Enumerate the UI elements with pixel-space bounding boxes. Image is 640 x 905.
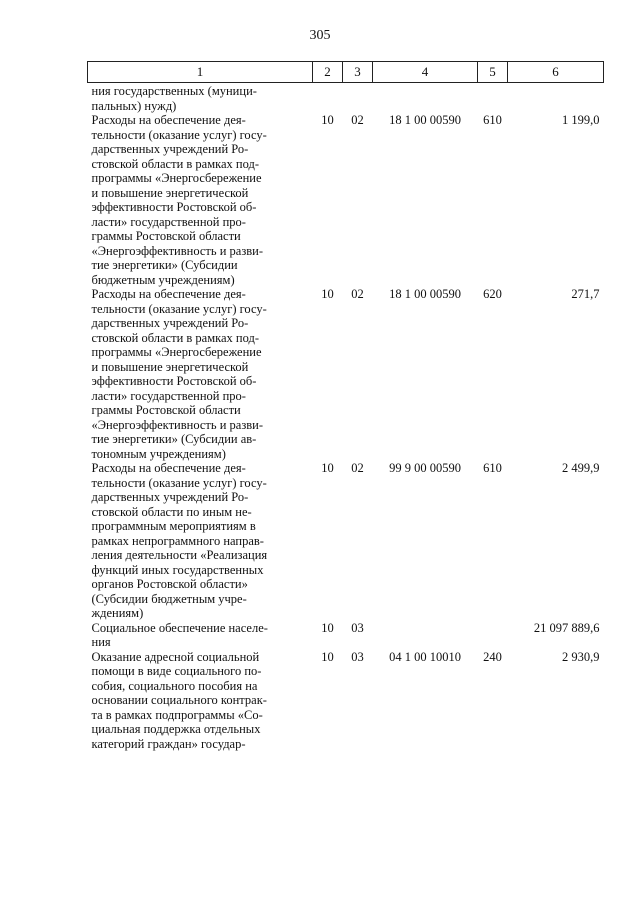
subsection-code: 02 [351,461,364,475]
description-line: та в рамках подпрограммы «Со- [91,707,263,722]
description-line: дарственных учреждений Ро- [91,142,249,156]
expense-type-code [478,83,508,114]
description-line: Социальное обеспечение населе- [91,620,268,635]
description-line: стовской области в рамках под- [91,330,260,345]
description-line: «Энергоэффективность и разви- [91,243,264,258]
row-description [88,461,313,621]
row-description [88,113,313,287]
column-header-1: 1 [88,62,313,83]
amount-value: 2 930,9 [562,649,600,664]
description-line: стовской области по иным не- [91,504,252,519]
target-article-code [373,621,478,650]
amount-value [508,83,604,114]
expense-type-code: 620 [483,287,502,301]
table-row [88,461,604,621]
description-line: основании социального контрак- [91,693,267,707]
description-line: органов Ростовской области» [91,577,248,591]
section-code: 10 [321,649,334,664]
budget-table [87,61,604,751]
table-body [88,83,604,752]
amount-value: 21 097 889,6 [533,620,600,635]
section-code: 10 [321,620,334,635]
subsection-code: 02 [351,287,364,301]
description-line: пальных) нужд) [91,98,177,113]
amount-value: 271,7 [571,287,600,301]
description-line: тономным учреждениям) [91,446,226,461]
table-row [88,113,604,287]
column-header-6: 6 [508,62,604,83]
description-line: ния [91,635,111,649]
description-line: (Субсидии бюджетным учре- [91,591,247,606]
target-article-code: 18 1 00 00590 [389,113,461,127]
description-line: Оказание адресной социальной [91,649,260,664]
row-description [88,287,313,461]
description-line: Расходы на обеспечение дея- [91,113,246,127]
section-code: 10 [321,113,334,127]
page-number: 305 [309,28,331,43]
description-line: ления деятельности «Реализация [91,548,268,562]
description-line: собия, социального пособия на [91,678,258,693]
description-line: стовской области в рамках под- [91,156,260,171]
description-line: Расходы на обеспечение дея- [91,287,246,301]
column-header-3: 3 [343,62,373,83]
target-article-code: 04 1 00 10010 [389,649,461,664]
target-article-code [373,83,478,114]
description-line: ния государственных (муници- [91,84,257,98]
description-line: рамках непрограммного направ- [91,533,264,548]
table-row [88,621,604,650]
target-article-code: 99 9 00 00590 [389,461,461,475]
column-header-5: 5 [478,62,508,83]
table-header-row [88,62,604,83]
description-line: циальная поддержка отдельных [91,722,261,736]
section-code: 10 [321,287,334,301]
description-line: программы «Энергосбережение [91,345,262,359]
expense-type-code: 610 [483,461,502,475]
description-line: и повышение энергетической [91,185,249,200]
column-header-2: 2 [313,62,343,83]
description-line: Расходы на обеспечение дея- [91,461,246,475]
description-line: программы «Энергосбережение [91,171,262,185]
expense-type-code: 240 [483,649,502,664]
table-row [88,287,604,461]
description-line: помощи в виде социального по- [91,664,262,678]
section-code: 10 [321,461,334,475]
row-description [88,650,313,752]
description-line: и повышение энергетической [91,359,249,374]
column-header-4: 4 [373,62,478,83]
description-line: «Энергоэффективность и разви- [91,417,264,432]
description-line: тие энергетики» (Субсидии [91,258,238,272]
description-line: тельности (оказание услуг) госу- [91,475,267,490]
description-line: тельности (оказание услуг) госу- [91,301,267,316]
row-description [88,83,313,114]
description-line: бюджетным учреждениям) [91,272,235,287]
description-line: ждениям) [91,606,144,620]
target-article-code: 18 1 00 00590 [389,287,461,301]
description-line: дарственных учреждений Ро- [91,490,249,504]
description-line: ласти» государственной про- [91,214,246,229]
subsection-code [343,83,373,114]
description-line: граммы Ростовской области [91,229,241,243]
description-line: категорий граждан» государ- [91,736,246,751]
expense-type-code: 610 [483,113,502,127]
subsection-code: 03 [351,649,364,664]
subsection-code: 03 [351,620,364,635]
description-line: программным мероприятиям в [91,519,256,533]
amount-value: 2 499,9 [562,461,600,475]
description-line: тие энергетики» (Субсидии ав- [91,432,257,446]
description-line: эффективности Ростовской об- [91,200,257,214]
description-line: эффективности Ростовской об- [91,374,257,388]
subsection-code: 02 [351,113,364,127]
description-line: функций иных государственных [91,562,264,577]
description-line: дарственных учреждений Ро- [91,316,249,330]
section-code [313,83,343,114]
row-description [88,621,313,650]
amount-value: 1 199,0 [562,113,600,127]
expense-type-code [478,621,508,650]
table-row [88,650,604,752]
table-row [88,83,604,114]
description-line: тельности (оказание услуг) госу- [91,127,267,142]
description-line: ласти» государственной про- [91,388,246,403]
description-line: граммы Ростовской области [91,403,241,417]
